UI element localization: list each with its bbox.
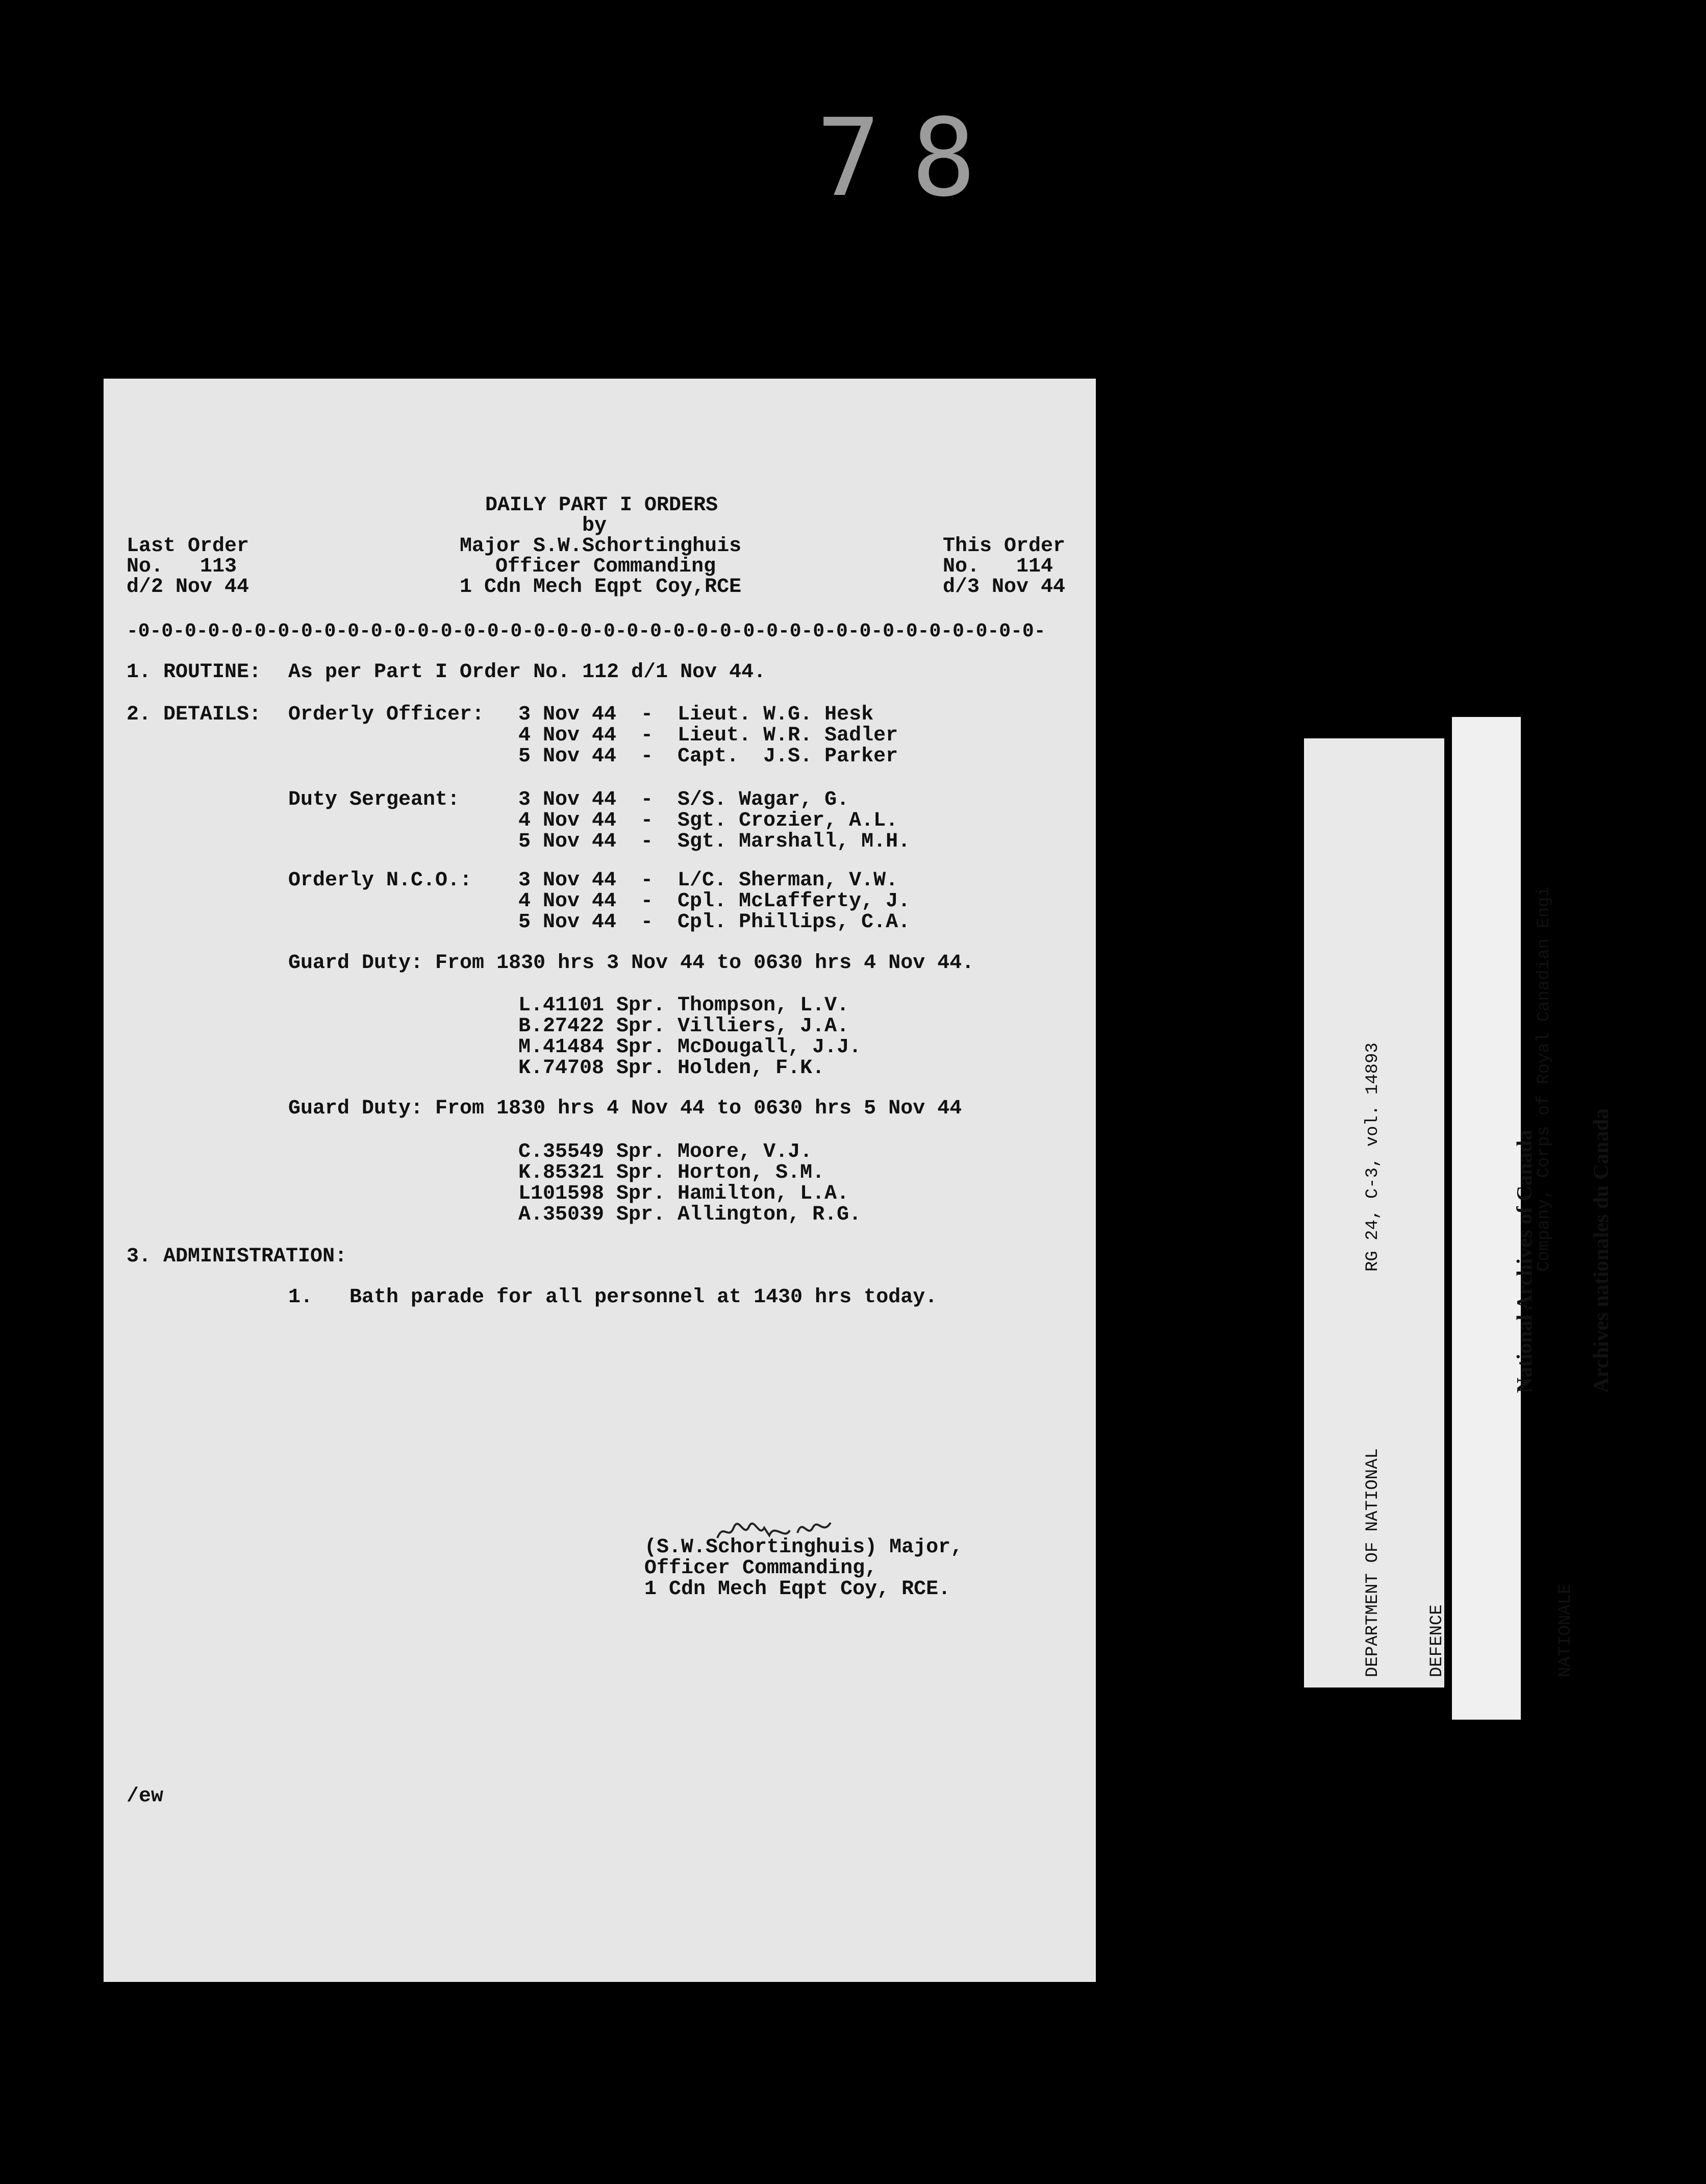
- guard-duty-1-row: L.41101 Spr. Thompson, L.V.: [518, 994, 849, 1017]
- orderly-officer-row: 4 Nov 44 - Lieut. W.R. Sadler: [518, 724, 898, 747]
- this-order-label: This Order: [943, 535, 1066, 558]
- archive-label-french: Archives nationales du Canada: [1590, 1108, 1613, 1393]
- document-by: by: [582, 514, 607, 537]
- separator-line: -0-0-0-0-0-0-0-0-0-0-0-0-0-0-0-0-0-0-0-0-0-0-0-0-0-0-0-0-0-0-0-0-0-0-0-0-0-0-0-: [127, 621, 1046, 642]
- document-title: DAILY PART I ORDERS: [485, 494, 718, 517]
- archive-reference-line: Company, Corps of Royal Canadian Engi: [1535, 886, 1554, 1272]
- archive-department-line: NATIONALE: [1556, 1583, 1575, 1677]
- guard-duty-1-text: Guard Duty: From 1830 hrs 3 Nov 44 to 0630 hrs 4 Nov 44.: [288, 952, 974, 975]
- orderly-officer-row: 3 Nov 44 - Lieut. W.G. Hesk: [518, 703, 874, 726]
- guard-duty-1-row: K.74708 Spr. Holden, F.K.: [518, 1057, 825, 1080]
- guard-duty-1-row: M.41484 Spr. McDougall, J.J.: [518, 1036, 862, 1059]
- administration-heading: 3. ADMINISTRATION:: [127, 1245, 347, 1268]
- routine-text: As per Part I Order No. 112 d/1 Nov 44.: [288, 661, 766, 684]
- details-heading: 2. DETAILS:: [127, 703, 262, 726]
- commander-name: Major S.W.Schortinghuis: [460, 535, 742, 558]
- orderly-nco-row: 4 Nov 44 - Cpl. McLafferty, J.: [518, 890, 911, 913]
- signature-line-3: 1 Cdn Mech Eqpt Coy, RCE.: [644, 1578, 951, 1601]
- unit-name: 1 Cdn Mech Eqpt Coy,RCE: [460, 576, 742, 599]
- archive-department-line: DEPARTMENT OF NATIONAL: [1363, 1448, 1383, 1677]
- archive-department-line: DEFENCE: [1427, 1604, 1447, 1677]
- guard-duty-2-row: L101598 Spr. Hamilton, L.A.: [518, 1182, 849, 1205]
- duty-sergeant-label: Duty Sergeant:: [288, 788, 460, 811]
- typist-initials: /ew: [127, 1785, 164, 1808]
- guard-duty-2-row: K.85321 Spr. Horton, S.M.: [518, 1161, 825, 1184]
- this-order-date: d/3 Nov 44: [943, 576, 1066, 599]
- last-order-label: Last Order: [127, 535, 249, 558]
- signature-line-1: (S.W.Schortinghuis) Major,: [644, 1536, 963, 1559]
- commander-role: Officer Commanding: [495, 555, 716, 578]
- administration-item: 1. Bath parade for all personnel at 1430 hrs today.: [288, 1286, 938, 1309]
- last-order-number: No. 113: [127, 555, 237, 578]
- guard-duty-1-row: B.27422 Spr. Villiers, J.A.: [518, 1015, 849, 1038]
- signature-line-2: Officer Commanding,: [644, 1557, 877, 1580]
- guard-duty-2-text: Guard Duty: From 1830 hrs 4 Nov 44 to 0630 hrs 5 Nov 44: [288, 1097, 962, 1120]
- frame-number: [816, 95, 1007, 220]
- archive-label-english: National Archives of Canada: [1513, 1129, 1537, 1393]
- duty-sergeant-row: 5 Nov 44 - Sgt. Marshall, M.H.: [518, 830, 911, 853]
- frame-number-text: 78: [816, 95, 1007, 220]
- duty-sergeant-row: 3 Nov 44 - S/S. Wagar, G.: [518, 788, 849, 811]
- orderly-officer-label: Orderly Officer:: [288, 703, 485, 726]
- duty-sergeant-row: 4 Nov 44 - Sgt. Crozier, A.L.: [518, 809, 898, 832]
- archive-reference-line: RG 24, C-3, vol. 14893: [1363, 1043, 1383, 1272]
- guard-duty-2-row: C.35549 Spr. Moore, V.J.: [518, 1140, 813, 1163]
- this-order-number: No. 114: [943, 555, 1053, 578]
- orderly-nco-label: Orderly N.C.O.:: [288, 869, 472, 892]
- orderly-officer-row: 5 Nov 44 - Capt. J.S. Parker: [518, 745, 898, 768]
- last-order-date: d/2 Nov 44: [127, 576, 249, 599]
- orderly-nco-row: 3 Nov 44 - L/C. Sherman, V.W.: [518, 869, 898, 892]
- document-page: [104, 379, 1096, 1982]
- guard-duty-2-row: A.35039 Spr. Allington, R.G.: [518, 1203, 862, 1226]
- orderly-nco-row: 5 Nov 44 - Cpl. Phillips, C.A.: [518, 911, 911, 934]
- archive-label-text: [1461, 1108, 1665, 1393]
- routine-heading: 1. ROUTINE:: [127, 661, 262, 684]
